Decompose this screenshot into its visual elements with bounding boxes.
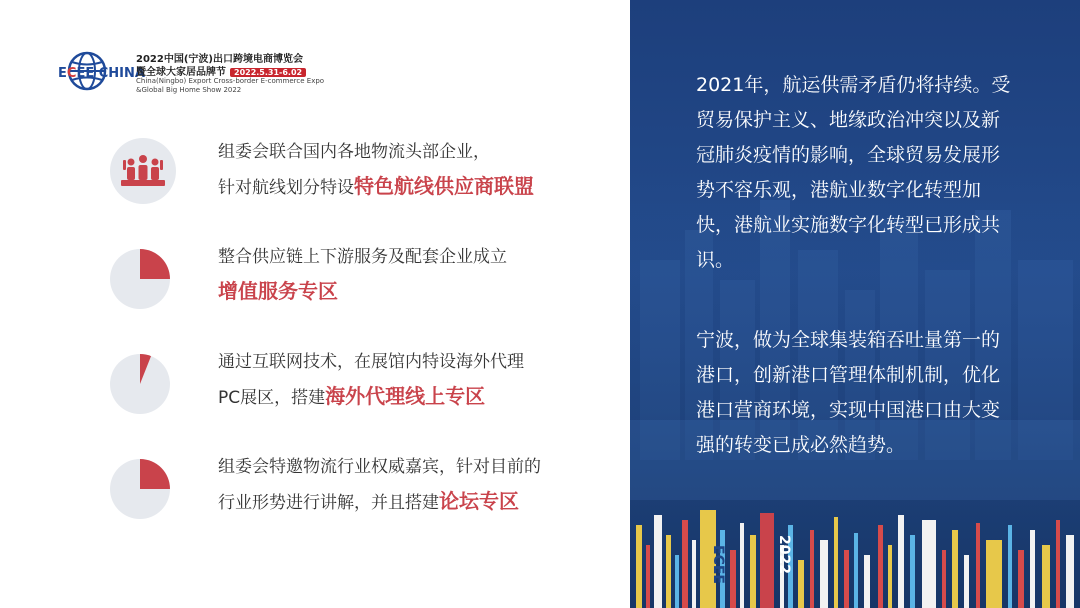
feature-item bbox=[110, 240, 610, 310]
people-icon bbox=[110, 138, 176, 204]
logo-english-line2: &Global Big Home Show 2022 bbox=[136, 86, 242, 94]
pie-chart-icon bbox=[110, 348, 176, 414]
item-line1: 组委会联合国内各地物流头部企业， bbox=[218, 142, 490, 162]
item-text bbox=[218, 450, 541, 520]
feature-item bbox=[110, 345, 610, 415]
item-highlight: 论坛专区 bbox=[439, 489, 519, 513]
logo-date-badge: 2022.5.31-6.02 bbox=[230, 68, 306, 77]
item-highlight: 海外代理线上专区 bbox=[325, 384, 486, 408]
item-text bbox=[218, 345, 524, 415]
pie-chart-icon bbox=[110, 243, 176, 309]
decorative-bars bbox=[630, 505, 1080, 608]
logo-english-line1: China(Ningbo) Export Cross-border E-commerce Expo bbox=[136, 77, 325, 85]
item-text bbox=[218, 135, 534, 205]
item-line1: 通过互联网技术，在展馆内特设海外代理 bbox=[218, 352, 524, 372]
item-highlight: 增值服务专区 bbox=[218, 279, 338, 303]
item-line2: 行业形势进行讲解，并且搭建论坛专区 bbox=[218, 489, 519, 513]
item-line1: 组委会特邀物流行业权威嘉宾，针对目前的 bbox=[218, 457, 541, 477]
expo-logo bbox=[58, 48, 325, 98]
pie-slice bbox=[140, 459, 170, 489]
item-line2 bbox=[218, 274, 507, 310]
logo-title: 2022中国(宁波)出口跨境电商博览会 bbox=[136, 54, 303, 65]
item-highlight: 特色航线供应商联盟 bbox=[354, 174, 534, 198]
pie-chart-icon bbox=[110, 453, 176, 519]
logo-brand: ECEE CHINA bbox=[58, 66, 145, 81]
paragraph-2: 宁波，做为全球集装箱吞吐量第一的港口，创新港口管理体制机制，优化港口营商环境，实现中国港口由大变强的转变已成必然趋势。 bbox=[696, 329, 1001, 456]
paragraph-1: 2021年，航运供需矛盾仍将持续。受贸易保护主义、地缘政治冲突以及新冠肺炎疫情的影响，全球贸易发展形势不容乐观，港航业数字化转型加快，港航业实施数字化转型已形成共识。 bbox=[696, 74, 1011, 271]
item-text bbox=[218, 240, 507, 310]
right-panel bbox=[630, 0, 1080, 608]
feature-item bbox=[110, 450, 610, 520]
item-line2: PC展区，搭建海外代理线上专区 bbox=[218, 384, 486, 408]
feature-item bbox=[110, 135, 610, 205]
pie-slice bbox=[140, 249, 170, 279]
ecee-vertical-text: ECEE bbox=[710, 545, 726, 584]
logo-subtitle: 暨全球大家居品牌节 2022.5.31-6.02 bbox=[136, 63, 306, 78]
item-line2: 针对航线划分特设特色航线供应商联盟 bbox=[218, 174, 534, 198]
year-vertical-text: 2022 bbox=[776, 535, 792, 574]
item-line1: 整合供应链上下游服务及配套企业成立 bbox=[218, 247, 507, 267]
